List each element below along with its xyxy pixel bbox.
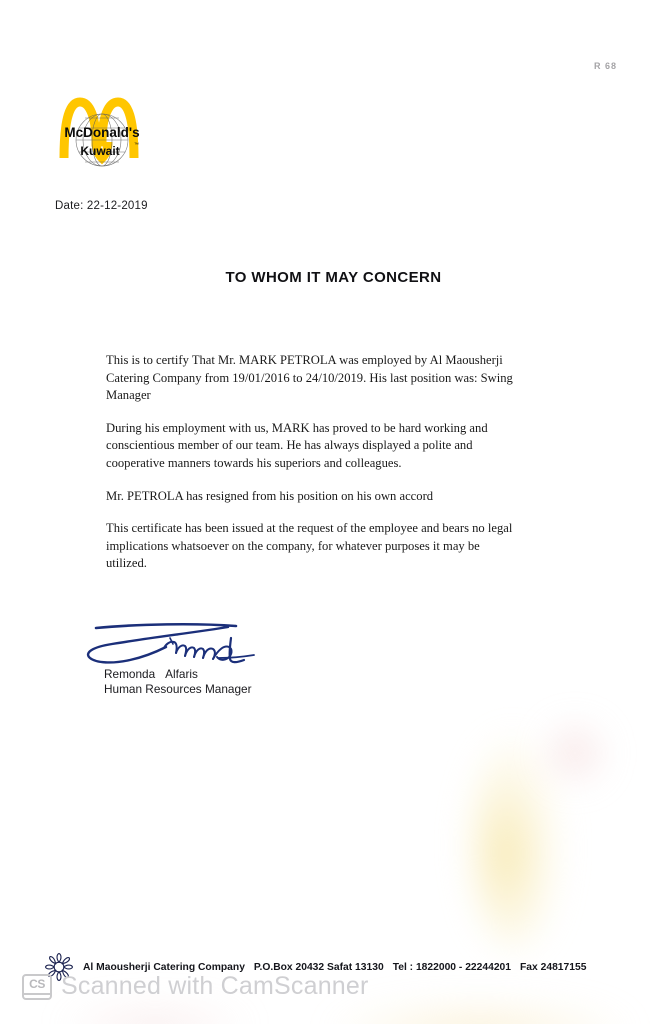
footer-fax: Fax 24817155 [520,961,587,973]
rosette-emblem [44,952,74,982]
footer-company-name: Al Maousherji Catering Company [83,961,245,973]
page-title: TO WHOM IT MAY CONCERN [225,269,442,286]
document-date: Date: 22-12-2019 [55,200,148,212]
corner-annotation-mark: R 68 [593,61,617,71]
signature-block [78,620,338,720]
camscanner-watermark-text: Scanned with CamScanner [61,972,369,1000]
body-paragraph-1: This is to certify That Mr. MARK PETROLA was employed by Al Maousherji Catering Company from 19/01/2016 to 24/10/2019. His last position was: Swing Manager [106,353,513,403]
signer-first-name: Remonda [104,667,156,681]
scan-smudge-bottom [330,1000,630,1024]
scan-smudge-pink [540,718,610,788]
scan-smudge-yellow [470,735,560,950]
signer-name [104,667,252,682]
brand-line1-text: McDonald's [64,125,140,140]
document-footer [44,952,635,982]
document-body [106,352,518,573]
trademark-symbol: ™ [134,142,139,148]
handwritten-signature [78,620,268,668]
body-paragraph-4: This certificate has been issued at the request of the employee and bears no legal implications whatsoever on the company, for whatever purposes it may be utilized. [106,521,513,571]
camscanner-badge-label: CS [29,976,45,991]
signer-title: Human Resources Manager [104,682,252,696]
mcdonalds-kuwait-logo [54,92,150,172]
footer-contact-line [83,962,586,973]
body-paragraph-3: Mr. PETROLA has resigned from his position on his own accord [106,488,434,503]
body-paragraph-2: During his employment with us, MARK has proved to be hard working and conscientious member of our team. He has always displayed a polite and cooperative manners towards his superiors and colleagues. [106,420,488,470]
scan-smudge-bottom-left [60,1002,250,1024]
brand-line2-text: Kuwait [80,144,120,158]
footer-po-box: P.O.Box 20432 Safat 13130 [253,961,384,973]
signer-last-name: Alfaris [165,667,198,681]
footer-telephone: Tel : 1822000 - 22244201 [392,961,512,973]
signer-details [104,667,252,697]
